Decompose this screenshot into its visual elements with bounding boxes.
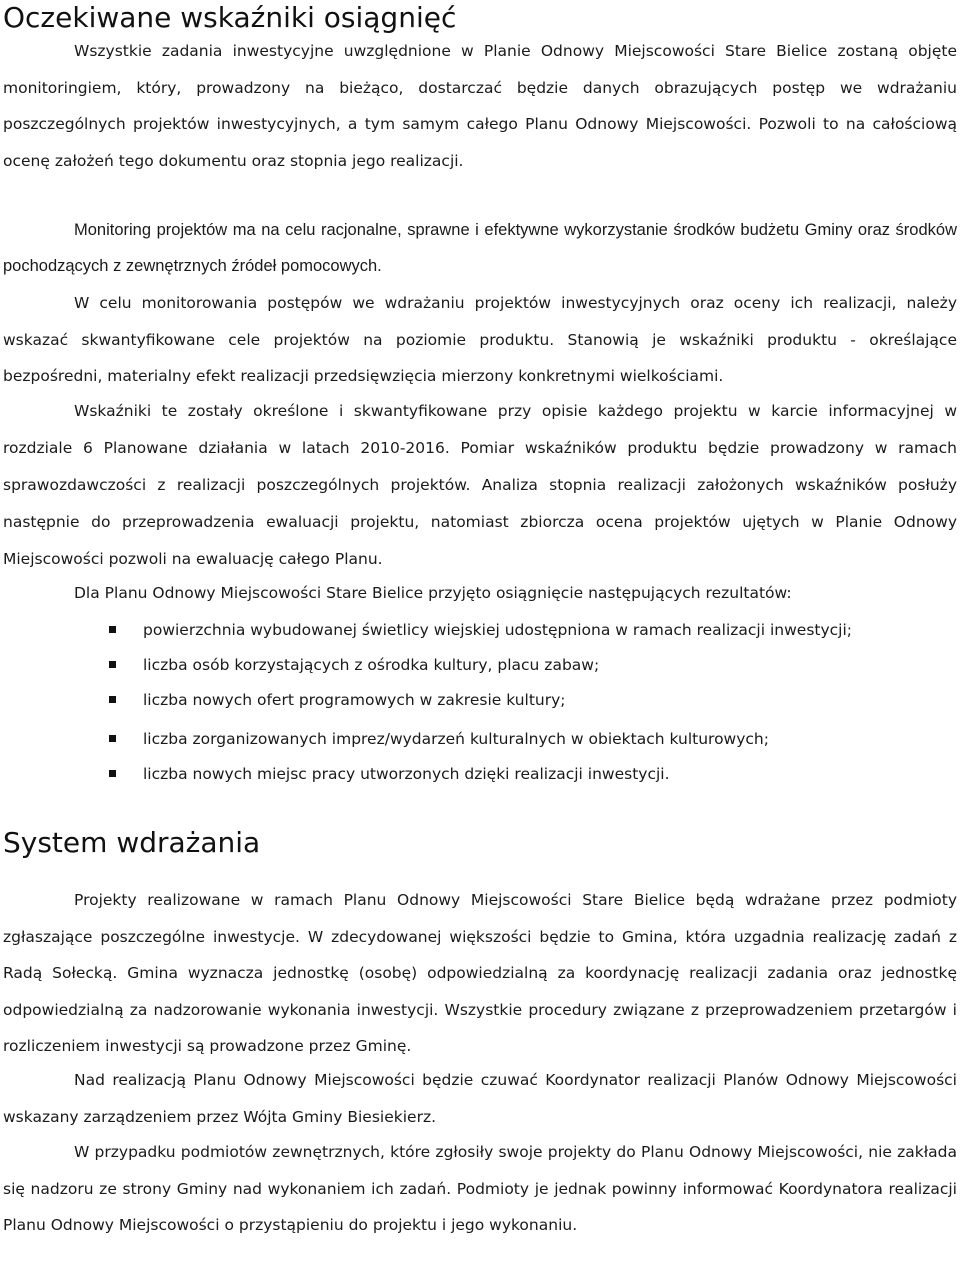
square-bullet-icon [109, 626, 116, 633]
paragraph-results-intro: Dla Planu Odnowy Miejscowości Stare Bielice przyjęto osiągnięcie następujących rezultatów: [74, 584, 792, 602]
paragraph-product-indicators: W celu monitorowania postępów we wdrażaniu projektów inwestycyjnych oraz oceny ich realizacji, należy wskazać skwantyfikowane cele projektów na poziomie produktu. Stanowią je wskaźniki produktu - określające bezpośredni, materialny efekt realizacji przedsięwzięcia mierzony konkretnymi wielkościami. [3, 294, 957, 385]
section-heading-implementation: System wdrażania [3, 826, 261, 859]
square-bullet-icon [109, 735, 116, 742]
list-item-text: liczba nowych miejsc pracy utworzonych dzięki realizacji inwestycji. [143, 765, 670, 783]
section-heading-indicators: Oczekiwane wskaźniki osiągnięć [3, 1, 457, 34]
paragraph-indicator-measurement: Wskaźniki te zostały określone i skwantyfikowane przy opisie każdego projektu w karcie informacyjnej w rozdziale 6 Planowane działania w latach 2010-2016. Pomiar wskaźników produktu będzie prowadzony w ramach sprawozdawczości z realizacji poszczególnych projektów. Analiza stopnia realizacji założonych wskaźników posłuży następnie do przeprowadzenia ewaluacji projektu, natomiast zbiorcza ocena projektów ujętych w Planie Odnowy Miejscowości pozwoli na ewaluację całego Planu. [3, 402, 957, 568]
list-item-text: liczba zorganizowanych imprez/wydarzeń kulturalnych w obiektach kulturowych; [143, 730, 769, 748]
list-item-text: liczba osób korzystających z ośrodka kultury, placu zabaw; [143, 656, 600, 674]
list-item [0, 647, 960, 683]
paragraph-external-entities: W przypadku podmiotów zewnętrznych, które zgłosiły swoje projekty do Planu Odnowy Miejscowości, nie zakłada się nadzoru ze strony Gminy nad wykonaniem ich zadań. Podmioty je jednak powinny informować Koordynatora realizacji Planu Odnowy Miejscowości o przystąpieniu do projektu i jego wykonaniu. [3, 1143, 957, 1234]
square-bullet-icon [109, 770, 116, 777]
list-item-text: powierzchnia wybudowanej świetlicy wiejskiej udostępniona w ramach realizacji inwestycji; [143, 621, 852, 639]
list-item [0, 612, 960, 648]
paragraph-monitoring-intro: Wszystkie zadania inwestycyjne uwzględnione w Planie Odnowy Miejscowości Stare Bielice zostaną objęte monitoringiem, który, prowadzony na bieżąco, dostarczać będzie danych obrazujących postęp we wdrażaniu poszczególnych projektów inwestycyjnych, a tym samym całego Planu Odnowy Miejscowości. Pozwoli to na całościową ocenę założeń tego dokumentu oraz stopnia jego realizacji. [3, 42, 957, 170]
paragraph-monitoring-goal: Monitoring projektów ma na celu racjonalne, sprawne i efektywne wykorzystanie środków budżetu Gminy oraz środków pochodzących z zewnętrznych źródeł pomocowych. [3, 221, 957, 275]
paragraph-implementation-entities: Projekty realizowane w ramach Planu Odnowy Miejscowości Stare Bielice będą wdrażane przez podmioty zgłaszające poszczególne inwestycje. W zdecydowanej większości będzie to Gmina, która uzgadnia realizację zadań z Radą Sołecką. Gmina wyznacza jednostkę (osobę) odpowiedzialną za koordynację realizacji zadania oraz jednostkę odpowiedzialną za nadzorowanie wykonania inwestycji. Wszystkie procedury związane z przeprowadzeniem przetargów i rozliczeniem inwestycji są prowadzone przez Gminę. [3, 891, 957, 1055]
list-item [0, 682, 960, 718]
list-item-text: liczba nowych ofert programowych w zakresie kultury; [143, 691, 566, 709]
list-item [0, 721, 960, 757]
list-item [0, 756, 960, 792]
square-bullet-icon [109, 661, 116, 668]
square-bullet-icon [109, 696, 116, 703]
paragraph-coordinator: Nad realizacją Planu Odnowy Miejscowości będzie czuwać Koordynator realizacji Planów Odnowy Miejscowości wskazany zarządzeniem przez Wójta Gminy Biesiekierz. [3, 1071, 957, 1126]
